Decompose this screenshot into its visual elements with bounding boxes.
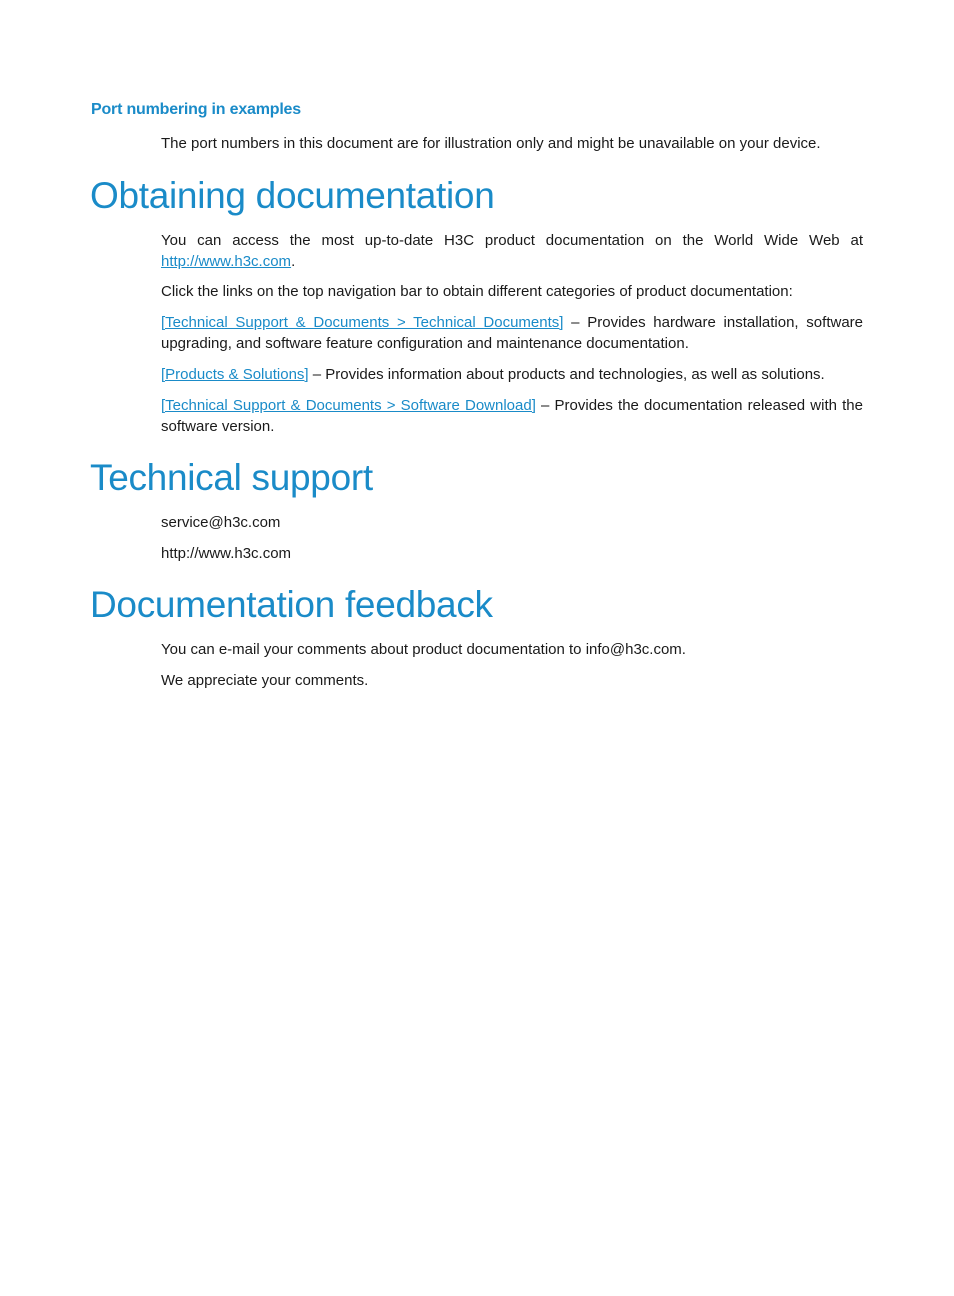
support-url: http://www.h3c.com [161,545,292,562]
navigation-bar-instructions: Click the links on the top navigation bar to obtain different categories of product documentation: [161,283,793,300]
feedback-thanks: We appreciate your comments. [161,672,369,689]
port-numbering-body: The port numbers in this document are for illustration only and might be unavailable on your device. [161,135,821,152]
software-download-link[interactable]: [Technical Support & Documents > Software Download] [161,397,536,414]
software-download-description: – Provides the documentation released with the software version. [161,397,863,435]
feedback-instructions: You can e-mail your comments about product documentation to info@h3c.com. [161,641,686,658]
products-solutions-description: – Provides information about products and technologies, as well as solutions. [308,366,825,383]
products-solutions-link[interactable]: [Products & Solutions] [161,366,309,383]
doc-link-item [161,312,863,354]
technical-documents-link[interactable]: [Technical Support & Documents > Technical Documents] [161,314,564,331]
obtaining-intro-text: You can access the most up-to-date H3C product documentation on the World Wide Web at [161,232,863,249]
support-email: service@h3c.com [161,514,281,531]
documentation-feedback-heading: Documentation feedback [90,584,493,625]
technical-documents-description: – Provides hardware installation, software upgrading, and software feature configuration and maintenance documentation. [161,314,863,352]
obtaining-intro-end: . [291,253,296,270]
h3c-website-link[interactable]: http://www.h3c.com [161,253,292,270]
obtaining-intro-paragraph [161,230,863,272]
doc-link-item [161,364,863,385]
technical-support-heading: Technical support [90,457,373,498]
port-numbering-heading: Port numbering in examples [91,101,301,118]
doc-link-item [161,395,863,437]
obtaining-documentation-heading: Obtaining documentation [90,175,495,216]
